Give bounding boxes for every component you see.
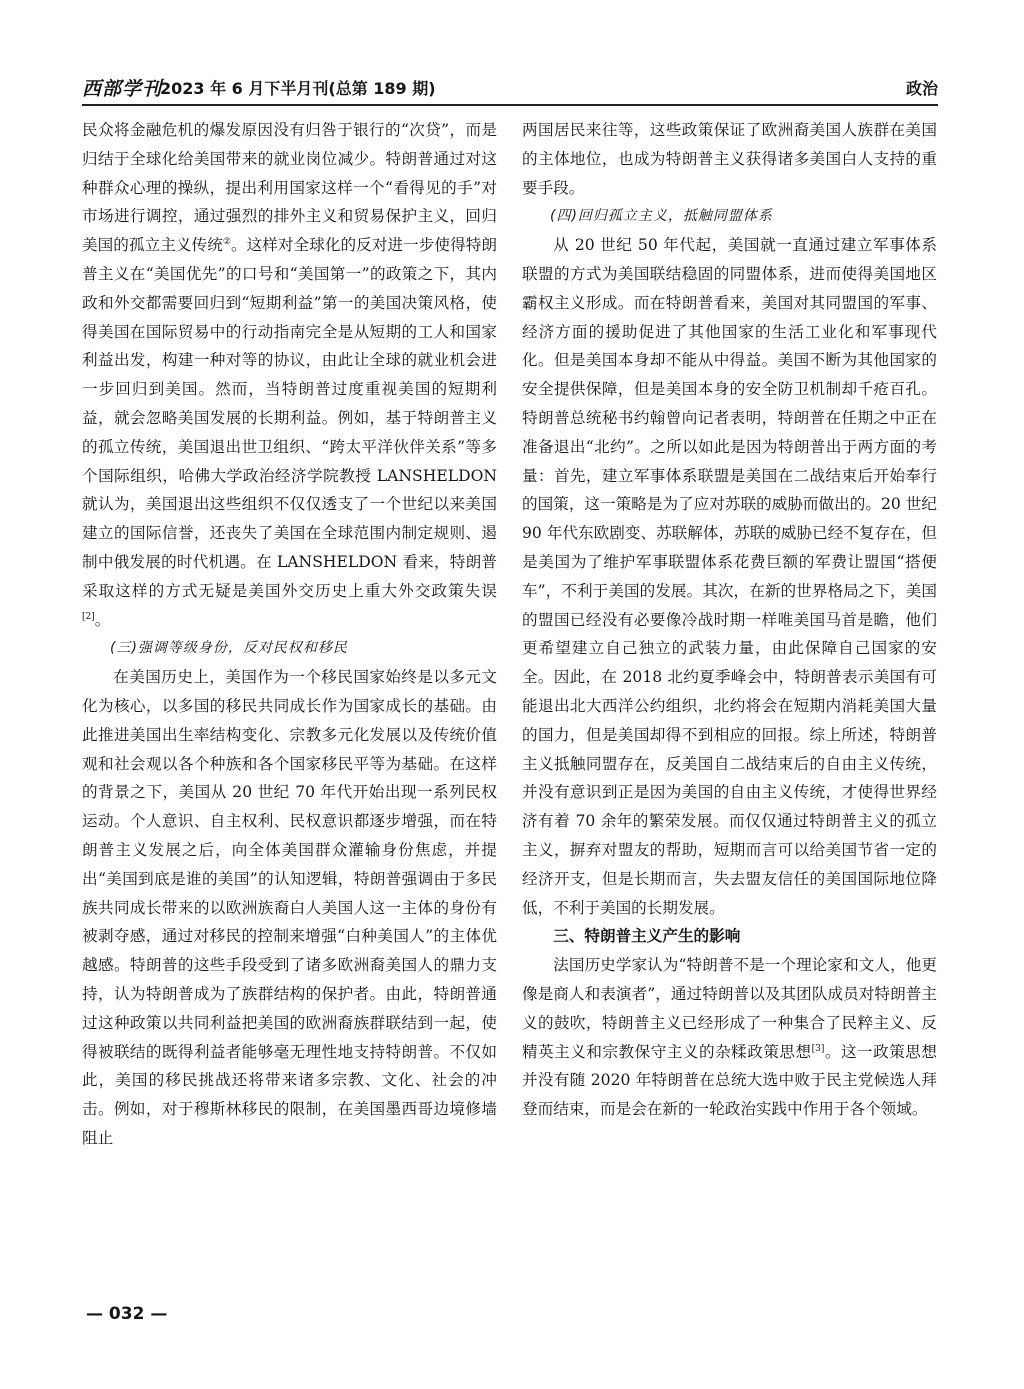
page-number: — 032 —	[86, 1304, 168, 1324]
running-header	[82, 70, 938, 106]
section-tag: 政治	[905, 79, 938, 98]
paragraph: 两国居民来往等，这些政策保证了欧洲裔美国人族群在美国的主体地位，也成为特朗普主义获得诸多美国白人支持的重要手段。	[522, 121, 937, 197]
issue-info: 2023 年 6 月下半月刊(总第 189 期)	[160, 79, 436, 98]
paragraph: 从 20 世纪 50 年代起，美国就一直通过建立军事体系联盟的方式为美国联结稳固的同盟体系，进而使得美国地区霸权主义形成。而在特朗普看来，美国对其同盟国的军事、经济方面的援助促进了其他国家的生活工业化和军事现代化。但是美国本身却不能从中得益。美国不断为其他国家的安全提供保障，但是美国本身的安全防卫机制却千疮百孔。特朗普总统秘书约翰曾向记者表明，特朗普在任期之中正在准备退出“北约”。之所以如此是因为特朗普出于两方面的考量：首先，建立军事体系联盟是美国在二战结束后开始奉行的国策，这一策略是为了应对苏联的威胁而做出的。20 世纪 90 年代东欧剧变、苏联解体，苏联的威胁已经不复存在，但是美国为了维护军事联盟体系花费巨额的军费让盟国“搭便车”，不利于美国的发展。其次，在新的世界格局之下，美国的盟国已经没有必要像冷战时期一样唯美国马首是瞻，他们更希望建立自己独立的武装力量，由此保障自己国家的安全。因此，在 2018 北约夏季峰会中，特朗普表示美国有可能退出北大西洋公约组织，北约将会在短期内消耗美国大量的国力，但是美国却得不到相应的回报。综上所述，特朗普主义抵触同盟存在，反美国自二战结束后的自由主义传统，并没有意识到正是因为美国的自由主义传统，才使得世界经济有着 70 余年的繁荣发展。而仅仅通过特朗普主义的孤立主义，摒弃对盟友的帮助，短期而言可以给美国节省一定的经济开支，但是长期而言，失去盟友信任的美国国际地位降低，不利于美国的长期发展。	[522, 236, 937, 917]
right-column	[522, 116, 937, 1124]
paragraph: 民众将金融危机的爆发原因没有归咎于银行的“次贷”，而是归结于全球化给美国带来的就业岗位减少。特朗普通过对这种群众心理的操纵，提出利用国家这样一个“看得见的手”对市场进行调控，通过强烈的排外主义和贸易保护主义，回归美国的孤立主义传统②。这样对全球化的反对进一步使得特朗普主义在“美国优先”的口号和“美国第一”的政策之下，其内政和外交都需要回归到“短期利益”第一的美国决策风格，使得美国在国际贸易中的行动指南完全是从短期的工人和国家利益出发，构建一种对等的协议，由此让全球的就业机会进一步回归到美国。然而，当特朗普过度重视美国的短期利益，就会忽略美国发展的长期利益。例如，基于特朗普主义的孤立传统，美国退出世卫组织、“跨太平洋伙伴关系”等多个国际组织，哈佛大学政治经济学院教授 LANSHELDON 就认为，美国退出这些组织不仅仅透支了一个世纪以来美国建立的国际信誉，还丧失了美国在全球范围内制定规则、遏制中俄发展的时代机遇。在 LANSHELDON 看来，特朗普采取这样的方式无疑是美国外交历史上重大外交政策失误[2]。	[82, 121, 497, 629]
citation-ref: [3]	[811, 1043, 825, 1054]
journal-logo: 西部学刊	[82, 78, 163, 100]
paragraph: 在美国历史上，美国作为一个移民国家始终是以多元文化为核心，以多国的移民共同成长作为国家成长的基础。由此推进美国出生率结构变化、宗教多元化发展以及传统价值观和社会观以各个种族和各个国家移民平等为基础。在这样的背景之下，美国从 20 世纪 70 年代开始出现一系列民权运动。个人意识、自主权利、民权意识都逐步增强，而在特朗普主义发展之后，向全体美国群众灌输身份焦虑，并提出“美国到底是谁的美国”的认知逻辑，特朗普强调由于多民族共同成长带来的以欧洲族裔白人美国人这一主体的身份有被剥夺感，通过对移民的控制来增强“白种美国人”的主体优越感。特朗普的这些手段受到了诸多欧洲裔美国人的鼎力支持，认为特朗普成为了族群结构的保护者。由此，特朗普通过这种政策以共同利益把美国的欧洲裔族群联结到一起，使得被联结的既得利益者能够毫无理性地支持特朗普。不仅如此，美国的移民挑战还将带来诸多宗教、文化、社会的冲击。例如，对于穆斯林移民的限制，在美国墨西哥边境修墙阻止	[82, 668, 497, 1147]
left-column	[82, 116, 497, 1153]
section-heading: 三、特朗普主义产生的影响	[553, 927, 741, 946]
footnote-marker: ②	[222, 237, 231, 247]
subsection-heading: (三)强调等级身份，反对民权和移民	[110, 640, 348, 657]
subsection-heading: (四)回归孤立主义，抵触同盟体系	[550, 208, 773, 225]
citation-ref: [2]	[82, 611, 95, 622]
paragraph: 法国历史学家认为“特朗普不是一个理论家和文人，他更像是商人和表演者”，通过特朗普以及其团队成员对特朗普主义的鼓吹，特朗普主义已经形成了一种集合了民粹主义、反精英主义和宗教保守主义的杂糅政策思想[3]。这一政策思想并没有随 2020 年特朗普在总统大选中败于民主党候选人拜登而结束，而是会在新的一轮政治实践中作用于各个领域。	[522, 956, 937, 1119]
